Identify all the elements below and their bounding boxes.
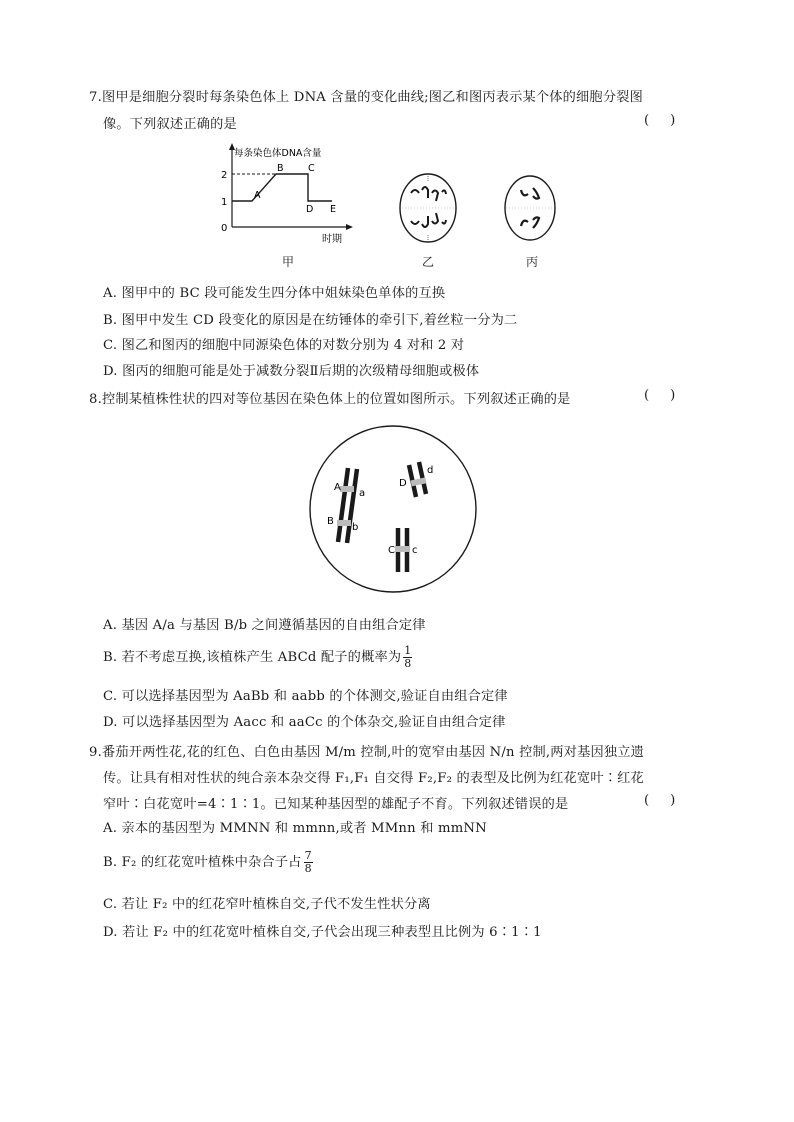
q7-cell-bing [503,174,557,242]
q7-graph-ytick-2: 2 [221,170,228,181]
q8-gene-d-upper: D [399,478,407,489]
q7-fig-label-bing: 丙 [526,255,539,269]
q8-gene-c-lower: c [412,545,418,556]
q9-option-c: C. 若让 F₂ 中的红花窄叶植株自交,子代不发生性状分离 [103,897,431,912]
q7-dna-graph [212,140,362,250]
q8-option-b [103,645,412,670]
q7-graph-point-d: D [306,204,314,215]
q8-option-b-fraction [403,645,412,670]
q7-graph-xlabel: 时期 [322,234,342,245]
q8-gene-a-lower: a [359,488,366,499]
q7-option-a: A. 图甲中的 BC 段可能发生四分体中姐妹染色单体的互换 [103,286,446,301]
q9-fraction-numerator: 7 [304,849,312,862]
q8-answer-paren: ( ) [644,388,676,403]
q8-gene-b-lower: b [352,522,359,533]
q8-gene-d-lower: d [427,465,434,476]
q7-graph-ytick-0: 0 [221,223,228,234]
q9-fraction-denominator: 8 [304,862,312,875]
q8-option-b-text: B. 若不考虑互换,该植株产生 ABCd 配子的概率为 [103,650,402,665]
q7-graph-point-e: E [330,204,337,215]
q7-graph-point-c: C [308,163,315,174]
q7-graph-point-b: B [277,163,284,174]
q7-cell-yi [398,172,458,244]
q7-option-d: D. 图丙的细胞可能是处于减数分裂Ⅱ后期的次级精母细胞或极体 [103,364,480,379]
q9-option-b-fraction [304,850,313,875]
q8-gene-a-upper: A [334,482,341,493]
q9-option-a: A. 亲本的基因型为 MMNN 和 mmnn,或者 MMnn 和 mmNN [103,821,487,836]
q7-option-b: B. 图甲中发生 CD 段变化的原因是在纺锤体的牵引下,着丝粒一分为二 [103,313,518,328]
q7-stem-line1: 7.图甲是细胞分裂时每条染色体上 DNA 含量的变化曲线;图乙和图丙表示某个体的细胞分裂图 [89,90,643,105]
q7-graph-point-a: A [254,190,261,201]
q7-answer-paren: ( ) [644,113,676,128]
q7-graph-ytick-1: 1 [221,197,228,208]
q9-stem-line2: 传。让具有相对性状的纯合亲本杂交得 F₁,F₁ 自交得 F₂,F₂ 的表型及比例为红花宽叶∶红花 [103,771,644,786]
q9-stem-line3: 窄叶∶白花宽叶=4∶1∶1。已知某种基因型的雄配子不育。下列叙述错误的是 [103,797,569,812]
q8-chromosome-diagram [308,424,478,594]
q8-stem: 8.控制某植株性状的四对等位基因在染色体上的位置如图所示。下列叙述正确的是 [89,392,571,407]
q7-fig-label-jia: 甲 [282,255,295,269]
q8-option-a: A. 基因 A/a 与基因 B/b 之间遵循基因的自由组合定律 [103,618,426,633]
q8-fraction-denominator: 8 [404,657,412,670]
q7-stem-line2: 像。下列叙述正确的是 [103,117,237,132]
q7-graph-ylabel: 每条染色体DNA含量 [234,148,322,159]
q7-fig-label-yi: 乙 [422,255,435,269]
q7-option-c: C. 图乙和图丙的细胞中同源染色体的对数分别为 4 对和 2 对 [103,338,465,353]
q9-option-b [103,850,313,875]
q8-option-d: D. 可以选择基因型为 Aacc 和 aaCc 的个体杂交,验证自由组合定律 [103,715,506,730]
q9-stem-line1: 9.番茄开两性花,花的红色、白色由基因 M/m 控制,叶的宽窄由基因 N/n 控制,两对基因独立遗 [89,745,645,760]
q9-answer-paren: ( ) [644,793,676,808]
q9-option-d: D. 若让 F₂ 中的红花宽叶植株自交,子代会出现三种表型且比例为 6∶1∶1 [103,925,542,940]
q9-option-b-text: B. F₂ 的红花宽叶植株中杂合子占 [103,855,302,870]
q8-gene-c-upper: C [388,545,395,556]
q8-option-c: C. 可以选择基因型为 AaBb 和 aabb 的个体测交,验证自由组合定律 [103,689,508,704]
q8-gene-b-upper: B [327,516,334,527]
q8-fraction-numerator: 1 [404,644,412,657]
